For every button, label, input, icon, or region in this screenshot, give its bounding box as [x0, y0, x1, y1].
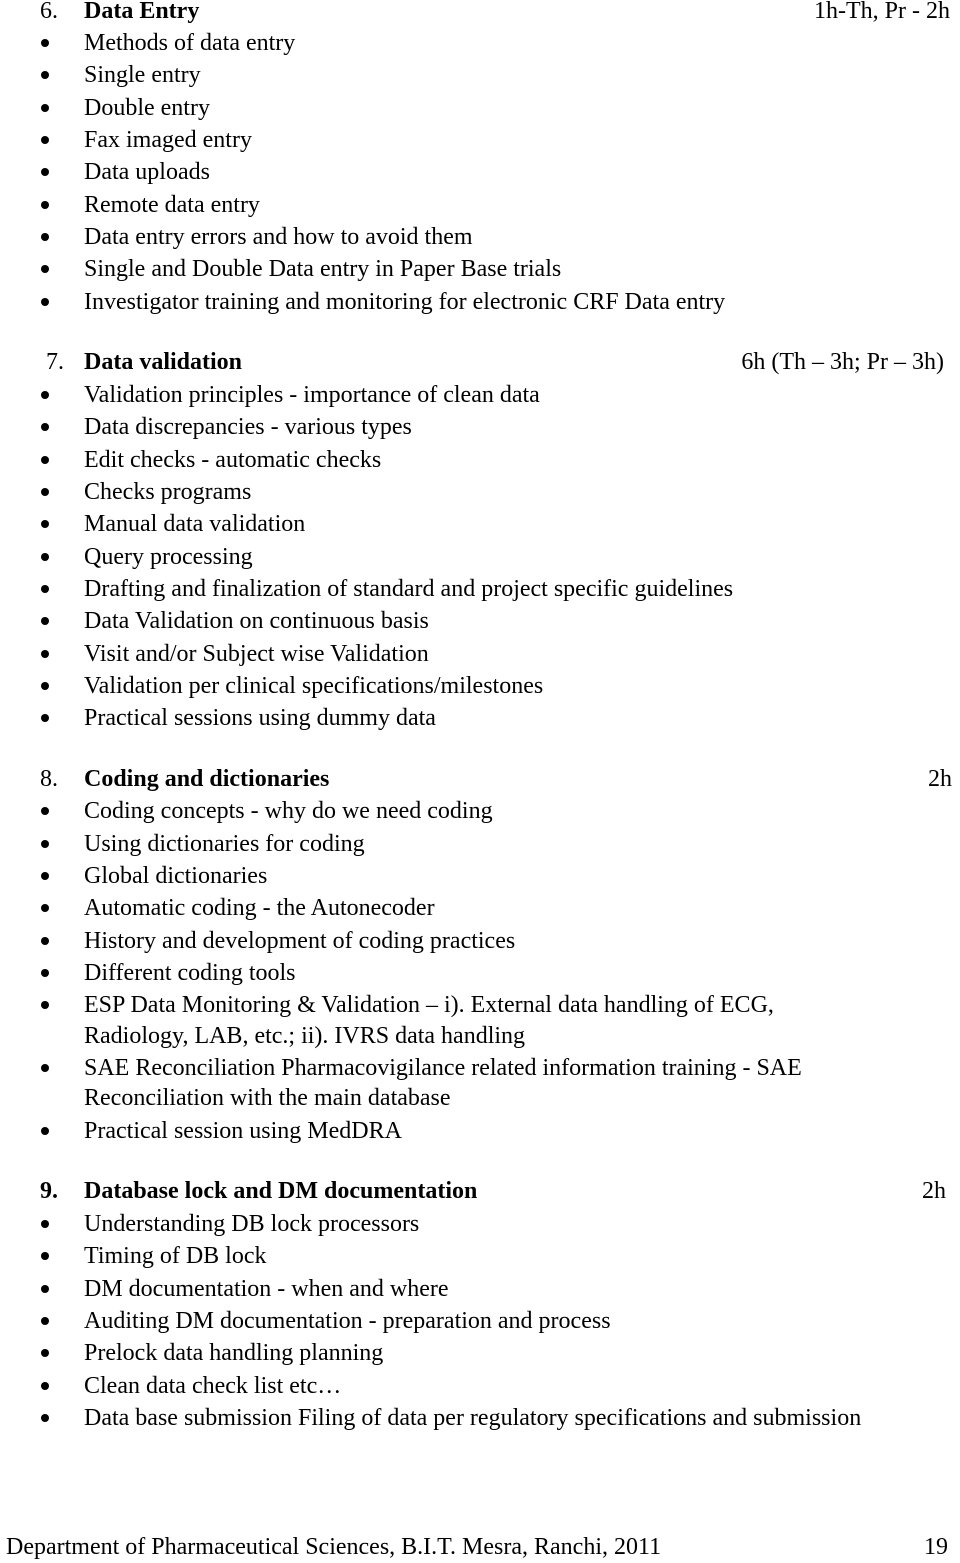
list-item: ESP Data Monitoring & Validation – i). External data handling of ECG,	[84, 992, 774, 1018]
bullet-icon	[41, 201, 49, 209]
list-item: Visit and/or Subject wise Validation	[84, 641, 429, 667]
list-item: Double entry	[84, 95, 210, 121]
list-item-continuation: Reconciliation with the main database	[84, 1085, 451, 1111]
list-item: Data entry errors and how to avoid them	[84, 224, 473, 250]
list-item: Prelock data handling planning	[84, 1340, 384, 1366]
list-item: Different coding tools	[84, 960, 296, 986]
bullet-icon	[41, 520, 49, 528]
section-8-title: Coding and dictionaries	[84, 766, 330, 792]
bullet-icon	[41, 617, 49, 625]
list-item: DM documentation - when and where	[84, 1276, 449, 1302]
bullet-icon	[41, 456, 49, 464]
section-9-number: 9.	[40, 1178, 58, 1204]
list-item: Automatic coding - the Autonecoder	[84, 895, 435, 921]
bullet-icon	[41, 904, 49, 912]
list-item: Fax imaged entry	[84, 127, 252, 153]
list-item: Investigator training and monitoring for electronic CRF Data entry	[84, 289, 726, 315]
bullet-icon	[41, 233, 49, 241]
bullet-icon	[41, 807, 49, 815]
list-item: Data base submission Filing of data per regulatory specifications and submission	[84, 1405, 862, 1431]
bullet-icon	[41, 1252, 49, 1260]
section-6-title: Data Entry	[84, 0, 200, 24]
list-item: History and development of coding practices	[84, 928, 516, 954]
section-6-number: 6.	[40, 0, 58, 24]
list-item: Query processing	[84, 544, 253, 570]
bullet-icon	[41, 714, 49, 722]
list-item: Remote data entry	[84, 192, 260, 218]
bullet-icon	[41, 1317, 49, 1325]
section-9-title: Database lock and DM documentation	[84, 1178, 478, 1204]
section-9-hours: 2h	[922, 1178, 946, 1204]
bullet-icon	[41, 265, 49, 273]
list-item: Understanding DB lock processors	[84, 1211, 420, 1237]
list-item: Manual data validation	[84, 511, 306, 537]
bullet-icon	[41, 1064, 49, 1072]
list-item: Using dictionaries for coding	[84, 831, 365, 857]
section-7-hours: 6h (Th – 3h; Pr – 3h)	[741, 349, 944, 375]
list-item: Practical sessions using dummy data	[84, 705, 436, 731]
bullet-icon	[41, 168, 49, 176]
list-item: Auditing DM documentation - preparation and process	[84, 1308, 611, 1334]
section-8-number: 8.	[40, 766, 58, 792]
section-7-number: 7.	[46, 349, 64, 375]
section-7-title: Data validation	[84, 349, 243, 375]
bullet-icon	[41, 585, 49, 593]
section-8-hours: 2h	[928, 766, 952, 792]
page-number: 19	[924, 1534, 948, 1560]
bullet-icon	[41, 1349, 49, 1357]
list-item: Checks programs	[84, 479, 252, 505]
bullet-icon	[41, 937, 49, 945]
page-footer: Department of Pharmaceutical Sciences, B.I.T. Mesra, Ranchi, 2011	[6, 1534, 662, 1560]
bullet-icon	[41, 1220, 49, 1228]
bullet-icon	[41, 682, 49, 690]
bullet-icon	[41, 1001, 49, 1009]
bullet-icon	[41, 298, 49, 306]
bullet-icon	[41, 1285, 49, 1293]
list-item: Data uploads	[84, 159, 210, 185]
bullet-icon	[41, 423, 49, 431]
bullet-icon	[41, 840, 49, 848]
list-item: Timing of DB lock	[84, 1243, 267, 1269]
list-item: Methods of data entry	[84, 30, 296, 56]
bullet-icon	[41, 1127, 49, 1135]
bullet-icon	[41, 1414, 49, 1422]
bullet-icon	[41, 391, 49, 399]
list-item: Clean data check list etc…	[84, 1373, 342, 1399]
section-6-hours: 1h-Th, Pr - 2h	[814, 0, 950, 24]
list-item: Practical session using MedDRA	[84, 1118, 402, 1144]
bullet-icon	[41, 969, 49, 977]
bullet-icon	[41, 872, 49, 880]
bullet-icon	[41, 553, 49, 561]
list-item: Validation per clinical specifications/milestones	[84, 673, 544, 699]
bullet-icon	[41, 104, 49, 112]
list-item: Single and Double Data entry in Paper Base trials	[84, 256, 562, 282]
list-item: Validation principles - importance of clean data	[84, 382, 540, 408]
bullet-icon	[41, 136, 49, 144]
list-item-continuation: Radiology, LAB, etc.; ii). IVRS data handling	[84, 1023, 526, 1049]
list-item: Edit checks - automatic checks	[84, 447, 382, 473]
list-item: Coding concepts - why do we need coding	[84, 798, 493, 824]
bullet-icon	[41, 39, 49, 47]
bullet-icon	[41, 71, 49, 79]
list-item: SAE Reconciliation Pharmacovigilance related information training - SAE	[84, 1055, 802, 1081]
list-item: Data Validation on continuous basis	[84, 608, 429, 634]
list-item: Single entry	[84, 62, 201, 88]
list-item: Data discrepancies - various types	[84, 414, 412, 440]
list-item: Drafting and finalization of standard and project specific guidelines	[84, 576, 734, 602]
list-item: Global dictionaries	[84, 863, 268, 889]
bullet-icon	[41, 488, 49, 496]
bullet-icon	[41, 650, 49, 658]
bullet-icon	[41, 1382, 49, 1390]
